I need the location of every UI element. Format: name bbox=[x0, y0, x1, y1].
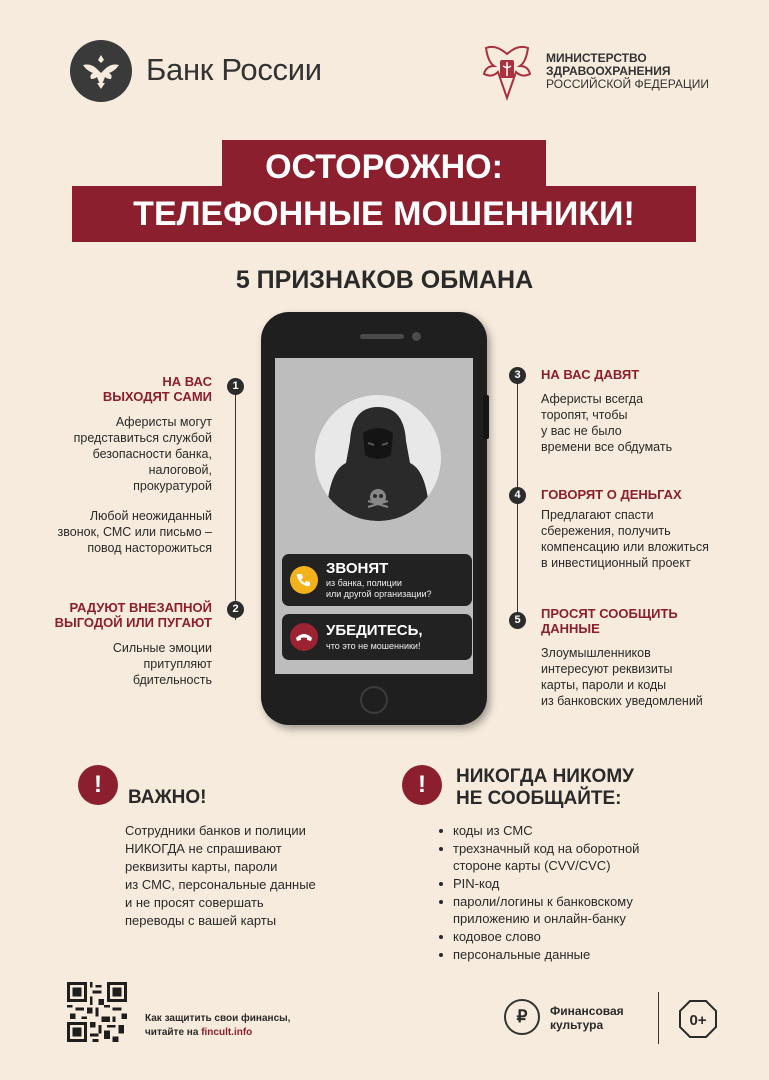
sign-1-title-line-1: НА ВАС bbox=[162, 374, 212, 389]
sign-2-title-line-2: ВЫГОДОЙ ИЛИ ПУГАЮТ bbox=[54, 615, 212, 630]
call-card-decline bbox=[282, 614, 472, 660]
list-item-line: приложению и онлайн-банку bbox=[453, 911, 626, 926]
footer-text bbox=[145, 1012, 290, 1040]
card1-subtitle bbox=[326, 578, 432, 600]
warning-icon: ! bbox=[78, 765, 118, 805]
sign-1-title bbox=[40, 374, 212, 404]
sign-1-line: повод насторожиться bbox=[87, 541, 212, 555]
phone-home-button bbox=[360, 686, 388, 714]
fincult-link[interactable]: fincult.info bbox=[201, 1027, 253, 1038]
sign-5-line: интересуют реквизиты bbox=[541, 662, 673, 676]
qr-code[interactable] bbox=[67, 982, 127, 1042]
card1-subtitle-line-1: из банка, полиции bbox=[326, 578, 402, 588]
sign-1-line: безопасности банка, bbox=[92, 447, 212, 461]
list-item bbox=[437, 840, 639, 874]
sign-number-4: 4 bbox=[509, 487, 526, 504]
card1-title: ЗВОНЯТ bbox=[326, 560, 389, 577]
sign-3-text bbox=[541, 391, 672, 455]
sign-5-line: Злоумышленников bbox=[541, 646, 651, 660]
list-item bbox=[437, 875, 639, 892]
sign-3-line: торопят, чтобы bbox=[541, 408, 628, 422]
sign-5-title-line-2: ДАННЫЕ bbox=[541, 621, 600, 636]
footer-divider bbox=[658, 992, 659, 1044]
list-item bbox=[437, 893, 639, 927]
fin-line-2: культура bbox=[550, 1018, 604, 1032]
list-item bbox=[437, 822, 639, 839]
phone-speaker bbox=[360, 334, 404, 339]
title-line-1: ОСТОРОЖНО: bbox=[222, 140, 546, 194]
list-item bbox=[437, 928, 639, 945]
subtitle: 5 ПРИЗНАКОВ ОБМАНА bbox=[235, 266, 534, 294]
sign-number-1: 1 bbox=[227, 378, 244, 395]
sign-4-text bbox=[541, 507, 709, 571]
sign-4-line: сбережения, получить bbox=[541, 524, 671, 538]
sign-1-line: Любой неожиданный bbox=[89, 509, 212, 523]
sign-4-title: ГОВОРЯТ О ДЕНЬГАХ bbox=[541, 487, 682, 502]
card2-title: УБЕДИТЕСЬ, bbox=[326, 622, 423, 639]
sign-number-2: 2 bbox=[227, 601, 244, 618]
title-line-2: ТЕЛЕФОННЫЕ МОШЕННИКИ! bbox=[72, 186, 696, 242]
list-item-line: PIN-код bbox=[453, 876, 500, 891]
financial-culture-logo-text bbox=[550, 1004, 624, 1032]
important-text bbox=[125, 822, 316, 930]
card2-subtitle: что это не мошенники! bbox=[326, 641, 421, 651]
important-line: и не просят совершать bbox=[125, 895, 264, 910]
bank-name: Банк России bbox=[146, 52, 322, 87]
sign-1-line: Аферисты могут bbox=[115, 415, 212, 429]
hooded-hacker-icon bbox=[315, 395, 441, 521]
sign-3-line: Аферисты всегда bbox=[541, 392, 644, 406]
age-rating-text: 0+ bbox=[689, 1012, 707, 1029]
important-line: НИКОГДА не спрашивают bbox=[125, 841, 282, 856]
list-item-line: персональные данные bbox=[453, 947, 591, 962]
footer-line-2-prefix: читайте на bbox=[145, 1027, 202, 1038]
important-line: Сотрудники банков и полиции bbox=[125, 823, 306, 838]
sign-1-line: прокуратурой bbox=[133, 479, 212, 493]
sign-1-text-2 bbox=[30, 508, 212, 556]
left-timeline-line bbox=[235, 385, 236, 620]
sign-3-line: времени все обдумать bbox=[541, 440, 673, 454]
card1-subtitle-line-2: или другой организации? bbox=[326, 589, 432, 599]
warning-icon: ! bbox=[402, 765, 442, 805]
list-item-line: коды из СМС bbox=[453, 823, 533, 838]
call-card-incoming bbox=[282, 554, 472, 606]
sign-5-title-line-1: ПРОСЯТ СООБЩИТЬ bbox=[541, 606, 678, 621]
ministry-line-3: РОССИЙСКОЙ ФЕДЕРАЦИИ bbox=[546, 77, 710, 91]
footer-line-1: Как защитить свои финансы, bbox=[145, 1013, 291, 1024]
phone-camera bbox=[412, 332, 421, 341]
list-item-line: пароли/логины к банковскому bbox=[453, 894, 633, 909]
sign-2-title bbox=[20, 600, 212, 630]
sign-2-line: Сильные эмоции bbox=[112, 641, 212, 655]
phone-side-button bbox=[483, 395, 489, 439]
sign-5-line: карты, пароли и коды bbox=[541, 678, 667, 692]
never-title-line-2: НЕ СООБЩАЙТЕ: bbox=[456, 788, 622, 809]
sign-2-title-line-1: РАДУЮТ ВНЕЗАПНОЙ bbox=[69, 600, 212, 615]
sign-1-line: представиться службой bbox=[73, 431, 212, 445]
bank-of-russia-eagle-logo bbox=[70, 40, 132, 102]
phone-handset-icon bbox=[290, 566, 318, 594]
sign-4-line: в инвестиционный проект bbox=[541, 556, 691, 570]
sign-1-line: налоговой, bbox=[148, 463, 212, 477]
never-list bbox=[437, 822, 639, 964]
sign-3-line: у вас не было bbox=[541, 424, 622, 438]
sign-5-title bbox=[541, 606, 678, 636]
sign-number-3: 3 bbox=[509, 367, 526, 384]
sign-2-line: притупляют bbox=[143, 657, 212, 671]
important-line: из СМС, персональные данные bbox=[125, 877, 316, 892]
list-item-line: трехзначный код на оборотной bbox=[453, 841, 640, 856]
ruble-icon: ₽ bbox=[504, 999, 540, 1035]
sign-2-text bbox=[30, 640, 212, 688]
list-item-line: кодовое слово bbox=[453, 929, 541, 944]
ministry-emblem-icon bbox=[478, 40, 536, 104]
fin-line-1: Финансовая bbox=[550, 1004, 624, 1018]
hang-up-icon bbox=[290, 623, 318, 651]
sign-3-title: НА ВАС ДАВЯТ bbox=[541, 367, 640, 382]
sign-5-text bbox=[541, 645, 703, 709]
never-title bbox=[456, 766, 634, 810]
list-item-line: стороне карты (CVV/CVC) bbox=[453, 858, 611, 873]
sign-1-line: звонок, СМС или письмо – bbox=[57, 525, 212, 539]
never-title-line-1: НИКОГДА НИКОМУ bbox=[456, 766, 634, 787]
ministry-line-2: ЗДРАВООХРАНЕНИЯ bbox=[546, 64, 671, 78]
sign-4-line: компенсацию или вложиться bbox=[541, 540, 709, 554]
sign-4-line: Предлагают спасти bbox=[541, 508, 654, 522]
sign-5-line: из банковских уведомлений bbox=[541, 694, 703, 708]
ministry-name bbox=[546, 52, 709, 91]
list-item bbox=[437, 946, 639, 963]
important-line: переводы с вашей карты bbox=[125, 913, 277, 928]
sign-2-line: бдительность bbox=[132, 673, 212, 687]
important-title: ВАЖНО! bbox=[128, 787, 207, 808]
ministry-line-1: МИНИСТЕРСТВО bbox=[546, 51, 647, 65]
sign-1-text bbox=[30, 414, 212, 494]
footer-line-2 bbox=[145, 1026, 290, 1040]
sign-number-5: 5 bbox=[509, 612, 526, 629]
sign-1-title-line-2: ВЫХОДЯТ САМИ bbox=[102, 389, 212, 404]
important-line: реквизиты карты, пароли bbox=[125, 859, 278, 874]
age-rating-badge bbox=[679, 1000, 717, 1038]
